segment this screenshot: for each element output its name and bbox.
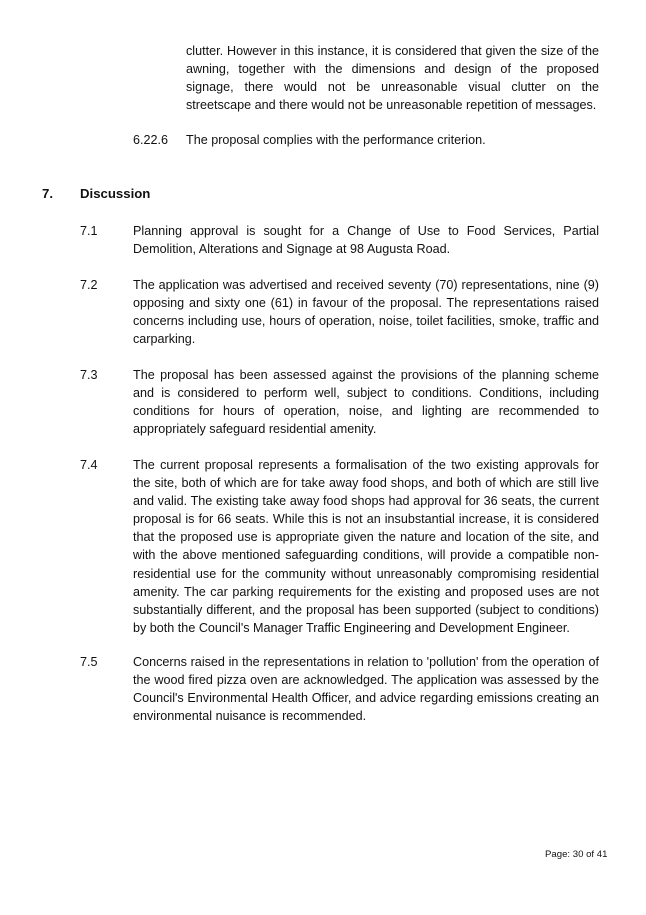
- item-text-7-1: Planning approval is sought for a Change of Use to Food Services, Partial Demolition, Alterations and Signage at 98 Augusta Road.: [133, 224, 599, 257]
- item-text-7-5: Concerns raised in the representations in relation to 'pollution' from the operation of the wood fired pizza oven are acknowledged. The application was assessed by the Council's Environmental Health Officer, and advice regarding emissions creating an environmental nuisance is recommended.: [133, 655, 599, 724]
- section-number: 7.: [42, 186, 53, 201]
- item-number-7-1: 7.1: [80, 224, 98, 238]
- item-number-6-22-6: 6.22.6: [133, 133, 169, 147]
- item-text-6-22-6: The proposal complies with the performance criterion.: [186, 133, 486, 147]
- item-number-7-2: 7.2: [80, 278, 98, 292]
- item-number-7-4: 7.4: [80, 458, 98, 472]
- item-text-7-4: The current proposal represents a formalisation of the two existing approvals for the site, both of which are for take away food shops, and both of which are still live and valid. The existing take away food shops had approval for 36 seats, the current proposal is for 66 seats. While this is not an insubstantial increase, it is considered that the proposed use is appropriate given the nature and location of the site, and with the above mentioned safeguarding conditions, will provide a compatible non-residential use for the community without unreasonably compromising residential amenity. The car parking requirements for the existing and proposed uses are not substantially different, and the proposal has been supported (subject to conditions) by both the Council's Manager Traffic Engineering and Development Engineer.: [133, 458, 599, 635]
- section-title: Discussion: [80, 186, 151, 201]
- item-text-7-2: The application was advertised and received seventy (70) representations, nine (9) opposing and sixty one (61) in favour of the proposal. The representations raised concerns including use, hours of operation, noise, toilet facilities, smoke, traffic and carparking.: [133, 278, 599, 347]
- item-text-7-3: The proposal has been assessed against the provisions of the planning scheme and is considered to perform well, subject to conditions. Conditions, including conditions for hours of operation, noise, and lighting are recommended to appropriately safeguard residential amenity.: [133, 368, 599, 437]
- page-number-footer: Page: 30 of 41: [545, 849, 608, 860]
- continued-paragraph: clutter. However in this instance, it is considered that given the size of the awning, together with the dimensions and design of the proposed signage, there would not be unreasonable visual clutter on the streetscape and there would not be unreasonable repetition of messages.: [186, 44, 599, 113]
- item-number-7-5: 7.5: [80, 655, 98, 669]
- item-number-7-3: 7.3: [80, 368, 98, 382]
